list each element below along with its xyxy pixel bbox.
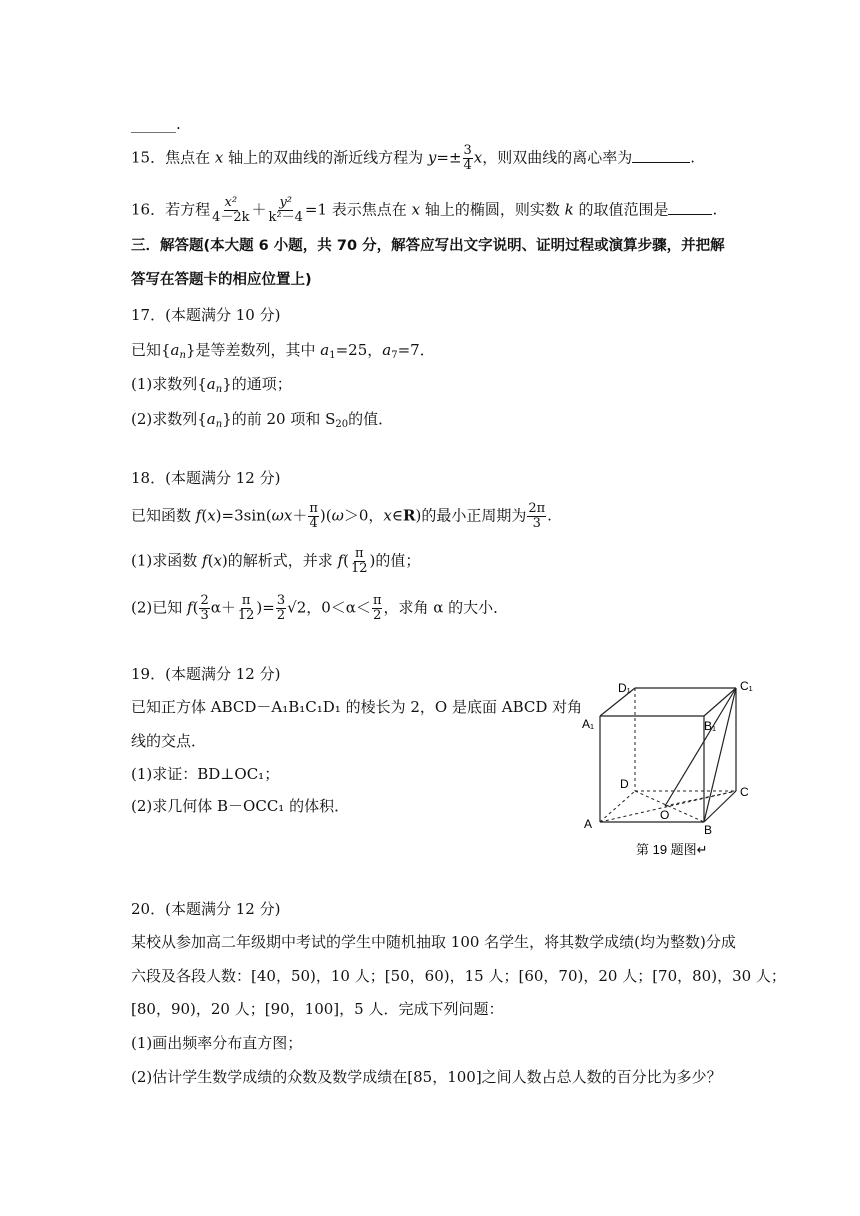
q18-heading: 18．(本题满分 12 分)	[131, 469, 281, 487]
q18-frac-3-2	[276, 594, 286, 623]
q17-text: }的前 20 项和 S	[222, 410, 336, 428]
q18-pi: π	[309, 501, 318, 516]
q18-real-set: R	[403, 506, 416, 525]
q18-frac-pi-12	[350, 547, 369, 576]
q16-plus: ＋	[251, 200, 267, 219]
q18-three: 3	[276, 593, 286, 608]
q17-text: (2)求数列{	[131, 410, 207, 428]
label-D: D	[620, 777, 629, 791]
q18-x: x	[383, 506, 392, 525]
q20-stem-line2: 六段及各段人数：[40，50)，10 人；[50，60)，15 人；[60，70)，20 人；[70，80)，30 人；	[131, 967, 786, 985]
q19-part1: (1)求证：BD⊥OC₁；	[131, 765, 280, 783]
q15-number: 15．	[131, 148, 166, 167]
q17-a-1: a	[320, 341, 330, 359]
q16-frac1-den: 4－2k	[212, 210, 250, 225]
q18-omega: ω	[331, 506, 344, 525]
q18-text: ，0＜α＜	[306, 598, 371, 617]
q15-var-x: x	[214, 148, 224, 167]
q18-part1: (1)求函数 f(x)的解析式，并求 f( $\frac{\pi}{12}$ )的值；	[131, 546, 421, 576]
question-15	[131, 144, 695, 173]
q20-part2: (2)估计学生数学成绩的众数及数学成绩在[85，100]之间人数占总人数的百分比为多少？	[131, 1068, 722, 1086]
q16-var-x: x	[411, 200, 421, 219]
q18-text: ＞0，	[343, 506, 384, 525]
q18-text: (2)已知	[131, 598, 188, 617]
q16-var-k: k	[564, 200, 574, 219]
q16-frac2-num: y²	[279, 195, 293, 210]
q17-heading: 17．(本题满分 10 分)	[131, 306, 281, 324]
q19-part2: (2)求几何体 B－OCC₁ 的体积．	[131, 797, 350, 815]
q15-frac-den: 4	[463, 158, 472, 173]
q15-var-y: y	[427, 148, 437, 167]
q18-text: )(	[319, 506, 332, 525]
label-B: B	[704, 823, 713, 837]
q18-two: 2	[200, 593, 209, 608]
q18-pi: π	[241, 593, 251, 608]
q18-sqrt2: √2	[287, 598, 307, 617]
q18-text: (1)求函数	[131, 551, 203, 570]
q20-heading: 20．(本题满分 12 分)	[131, 900, 281, 918]
q17-a-n: $a_n$	[206, 410, 223, 430]
q17-text: }是等差数列，其中	[185, 341, 321, 359]
q18-text: 已知函数	[131, 506, 196, 525]
q18-text: 的值；	[375, 551, 421, 570]
q18-text: =3sin(	[221, 506, 272, 525]
q18-f: f	[187, 598, 193, 617]
q18-frac-2pi-3	[527, 502, 546, 531]
q18-stem: 已知函数 f(x)=3sin(ωx＋ $\frac{\pi}{4}$ )(ω＞0，x∈R)的最小正周期为 $\frac{2\pi}{3}$ .	[131, 501, 552, 531]
q18-frac-pi-2	[372, 594, 383, 623]
q18-frac-pi-12	[237, 594, 256, 623]
q15-text: 焦点在	[165, 148, 215, 167]
q17-text: (1)求数列{	[131, 375, 207, 393]
q18-twelve: 12	[237, 608, 255, 623]
q17-text: 的值．	[348, 410, 394, 428]
q18-text: )的最小正周期为	[415, 506, 527, 525]
q18-two: 2	[373, 608, 382, 623]
section-3-heading-line1: 三．解答题(本大题 6 小题，共 70 分，解答应写出文字说明、证明过程或演算步骤，并把解	[131, 238, 725, 254]
q18-f: f	[337, 551, 344, 570]
q17-a-n: $a_n$	[206, 375, 223, 395]
q18-pi: π	[354, 546, 364, 561]
q20-part1: (1)画出频率分布直方图；	[131, 1034, 303, 1052]
label-B1: B₁	[704, 719, 717, 733]
q18-frac-pi-4	[308, 502, 319, 531]
q16-answer-blank	[668, 200, 712, 215]
q15-text: .	[690, 148, 696, 167]
q18-fx: f	[202, 551, 208, 570]
q18-2pi: 2π	[528, 501, 546, 516]
q16-text: 若方程	[165, 200, 211, 219]
q18-fx: f	[195, 506, 202, 525]
q18-two: 2	[276, 608, 286, 623]
q16-number: 16．	[131, 200, 166, 219]
label-C1: C₁	[740, 679, 753, 693]
cube-diagram	[580, 676, 760, 866]
q19-stem-line2: 线的交点．	[131, 732, 207, 750]
label-A: A	[584, 817, 593, 831]
q17-a-7: a	[382, 341, 392, 359]
q17-text: =7．	[397, 341, 435, 359]
q15-text: =±	[436, 148, 462, 167]
q17-sub-20: 20	[335, 419, 349, 430]
section-3-heading-line2: 答写在答题卡的相应位置上)	[131, 272, 312, 288]
q16-text: =1 表示焦点在	[304, 200, 412, 219]
q17-part1	[131, 374, 292, 400]
q20-stem-line3: [80，90)，20 人；[90，100]，5 人．完成下列问题：	[131, 1000, 504, 1018]
q15-fraction	[463, 144, 473, 173]
q14-answer-blank: ______.	[131, 115, 181, 133]
q17-stem: 已知$\{a_n\}$是等差数列，其中 $a_1=25$，$a_7=7$．	[131, 341, 435, 361]
label-C: C	[740, 785, 749, 799]
cube-figure	[580, 676, 760, 866]
q18-four: 4	[309, 516, 318, 531]
q17-a-n: $a_n$	[170, 341, 186, 361]
q19-stem-line1: 已知正方体 ABCD－A₁B₁C₁D₁ 的棱长为 2，O 是底面 ABCD 对角	[131, 698, 583, 716]
q18-twelve: 12	[350, 561, 368, 576]
q16-frac1-num: x²	[224, 195, 238, 210]
q18-text: 的解析式，并求	[227, 551, 338, 570]
q18-pi: π	[372, 593, 382, 608]
question-16	[131, 196, 717, 225]
label-D1: D₁	[618, 681, 631, 695]
q17-text: =25，	[335, 341, 383, 359]
q17-part2	[131, 409, 393, 435]
q18-text: α＋	[210, 598, 236, 617]
q16-fraction-2	[268, 196, 304, 225]
q18-three: 3	[532, 516, 541, 531]
q17-text: }的通项；	[222, 375, 292, 393]
q18-text: =	[262, 598, 275, 617]
q15-text: ，则双曲线的离心率为	[482, 148, 633, 167]
q18-three: 3	[200, 608, 209, 623]
q19-heading: 19．(本题满分 12 分)	[131, 665, 281, 683]
q18-text: ＋	[292, 506, 308, 525]
q16-fraction-1	[211, 196, 250, 225]
label-O: O	[660, 808, 670, 822]
q18-text: .	[547, 506, 552, 525]
q18-part2: (2)已知 f( $\frac{2}{3}$ α＋ $\frac{\pi}{12}$ )= $\frac{3}{2}$ √2，0＜α＜ $\frac{\pi}{2}$ ，求角 α 的大小．	[131, 593, 509, 623]
figure-caption: 第 19 题图↵	[636, 842, 708, 857]
q15-var-x: x	[473, 148, 483, 167]
q18-text: ，求角 α 的大小．	[383, 598, 509, 617]
q16-text: 轴上的椭圆，则实数	[420, 200, 565, 219]
q16-text: 的取值范围是	[573, 200, 669, 219]
q18-text: ∈	[391, 506, 403, 525]
q20-stem-line1: 某校从参加高二年级期中考试的学生中随机抽取 100 名学生，将其数学成绩(均为整数)分成	[131, 933, 736, 951]
q17-text: 已知{	[131, 341, 171, 359]
q15-text: 轴上的双曲线的渐近线方程为	[223, 148, 428, 167]
q18-omega-x: ωx	[271, 506, 293, 525]
q18-frac-2-3	[199, 594, 209, 623]
q16-frac2-den: k²－4	[268, 210, 303, 225]
q15-frac-num: 3	[463, 143, 472, 158]
label-A1: A₁	[582, 717, 595, 731]
q15-answer-blank	[632, 148, 690, 163]
q16-text: .	[712, 200, 718, 219]
